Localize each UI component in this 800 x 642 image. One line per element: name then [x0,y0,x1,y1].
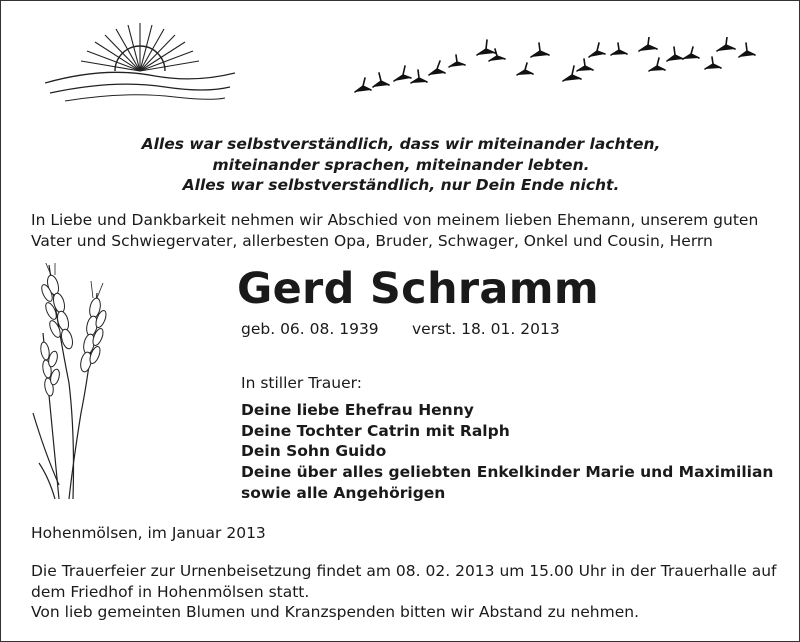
funeral-details: Die Trauerfeier zur Urnenbeisetzung findet am 08. 02. 2013 um 15.00 Uhr in der Trauerhalle auf dem Friedhof in Hohenmölsen statt. [31,562,777,601]
memorial-quote [1,134,800,196]
birth-date: geb. 06. 08. 1939 [241,320,379,338]
quote-line: Alles war selbstverständlich, dass wir miteinander lachten, [141,135,661,153]
mourning-label: In stiller Trauer: [241,374,362,392]
flying-birds-icon [349,37,759,97]
mourner-entry: Deine Tochter Catrin mit Ralph [241,421,510,440]
quote-line: Alles war selbstverständlich, nur Dein Ende nicht. [182,176,620,194]
deceased-name: Gerd Schramm [237,264,599,314]
quote-line: miteinander sprachen, miteinander lebten. [212,155,590,174]
flower-request: Von lieb gemeinten Blumen und Kranzspenden bitten wir Abstand zu nehmen. [31,603,640,621]
mourner-entry: sowie alle Angehörigen [241,483,446,502]
farewell-intro: In Liebe und Dankbarkeit nehmen wir Abschied von meinem lieben Ehemann, unserem guten Vater und Schwiegervater, allerbesten Opa, Bruder, Schwager, Onkel und Cousin, Herrn [31,211,759,250]
wheat-ears-icon [29,263,119,503]
mourner-entry: Deine liebe Ehefrau Henny [241,401,474,419]
mourner-entry: Deine über alles geliebten Enkelkinder Marie und Maximilian [241,463,774,482]
sun-horizon-icon [45,21,235,111]
death-date: verst. 18. 01. 2013 [412,320,560,338]
mourners-list [241,400,773,504]
funeral-notes [31,561,781,623]
mourner-entry: Dein Sohn Guido [241,442,387,461]
place-date: Hohenmölsen, im Januar 2013 [31,524,266,542]
